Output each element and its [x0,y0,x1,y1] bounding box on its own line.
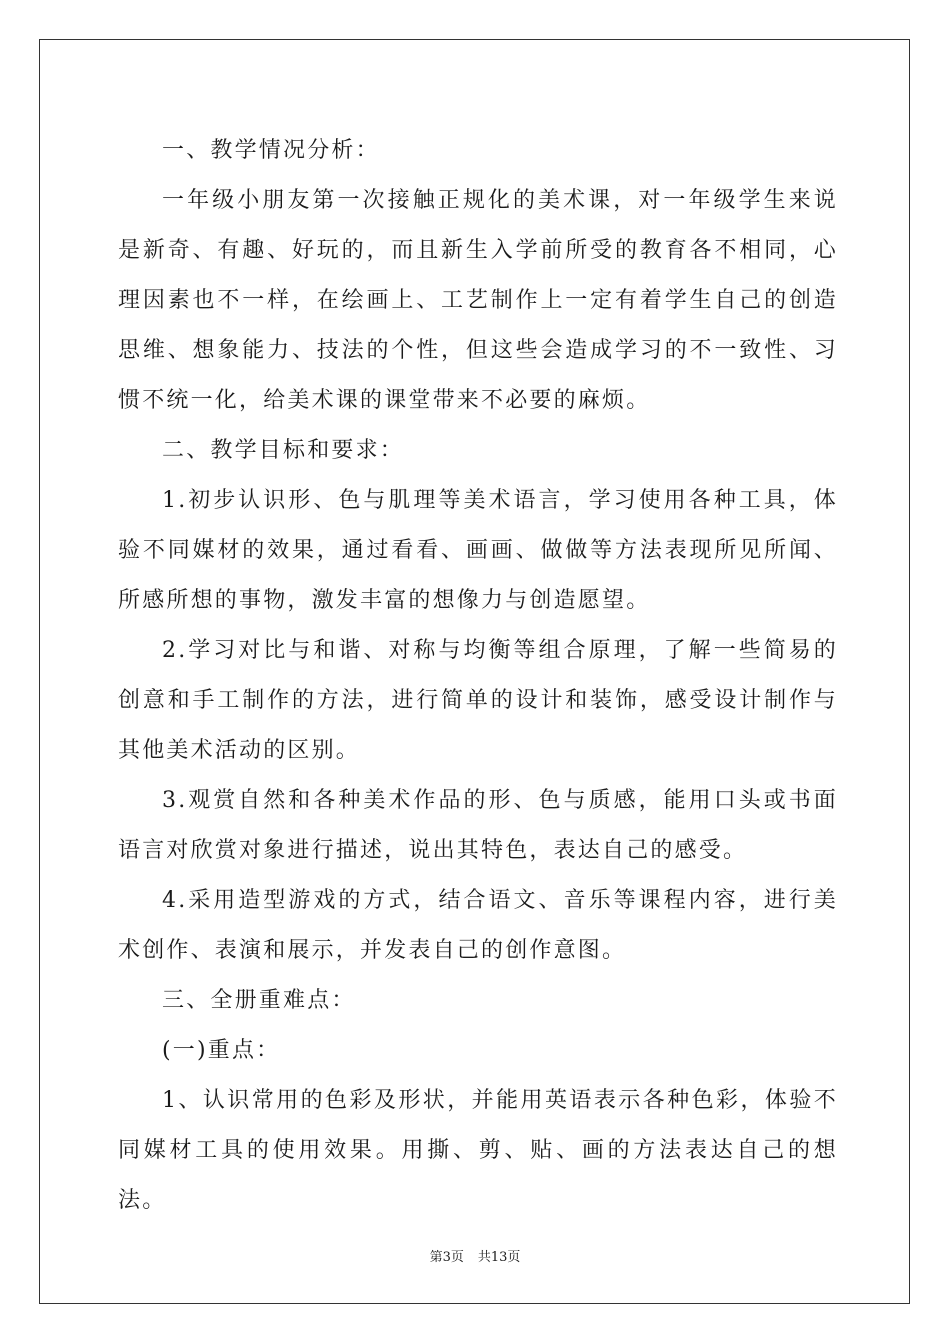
goal-item-2: 2.学习对比与和谐、对称与均衡等组合原理，了解一些简易的创意和手工制作的方法，进行简单的设计和装饰，感受设计制作与其他美术活动的区别。 [118,638,838,763]
document-body [118,126,838,1226]
focus-item-1: 1、认识常用的色彩及形状，并能用英语表示各种色彩，体验不同媒材工具的使用效果。用撕、剪、贴、画的方法表达自己的想法。 [118,1088,838,1213]
page-footer [0,1246,950,1265]
section-heading-key-points: 三、全册重难点： [162,988,356,1013]
goal-item-1: 1.初步认识形、色与肌理等美术语言，学习使用各种工具，体验不同媒材的效果，通过看看、画画、做做等方法表现所见所闻、所感所想的事物，激发丰富的想像力与创造愿望。 [118,488,838,613]
goal-item-3: 3.观赏自然和各种美术作品的形、色与质感，能用口头或书面语言对欣赏对象进行描述，说出其特色，表达自己的感受。 [118,788,838,863]
subheading-focus: (一)重点： [162,1038,281,1063]
goal-item-4: 4.采用造型游戏的方式，结合语文、音乐等课程内容，进行美术创作、表演和展示，并发表自己的创作意图。 [118,888,838,963]
page-number: 第3页 [429,1250,464,1265]
paragraph-analysis: 一年级小朋友第一次接触正规化的美术课，对一年级学生来说是新奇、有趣、好玩的，而且新生入学前所受的教育各不相同，心理因素也不一样，在绘画上、工艺制作上一定有着学生自己的创造思维、想象能力、技法的个性，但这些会造成学习的不一致性、习惯不统一化，给美术课的课堂带来不必要的麻烦。 [118,188,838,413]
section-heading-goals: 二、教学目标和要求： [162,438,405,463]
page-total: 共13页 [477,1250,521,1265]
section-heading-analysis: 一、教学情况分析： [162,138,380,163]
